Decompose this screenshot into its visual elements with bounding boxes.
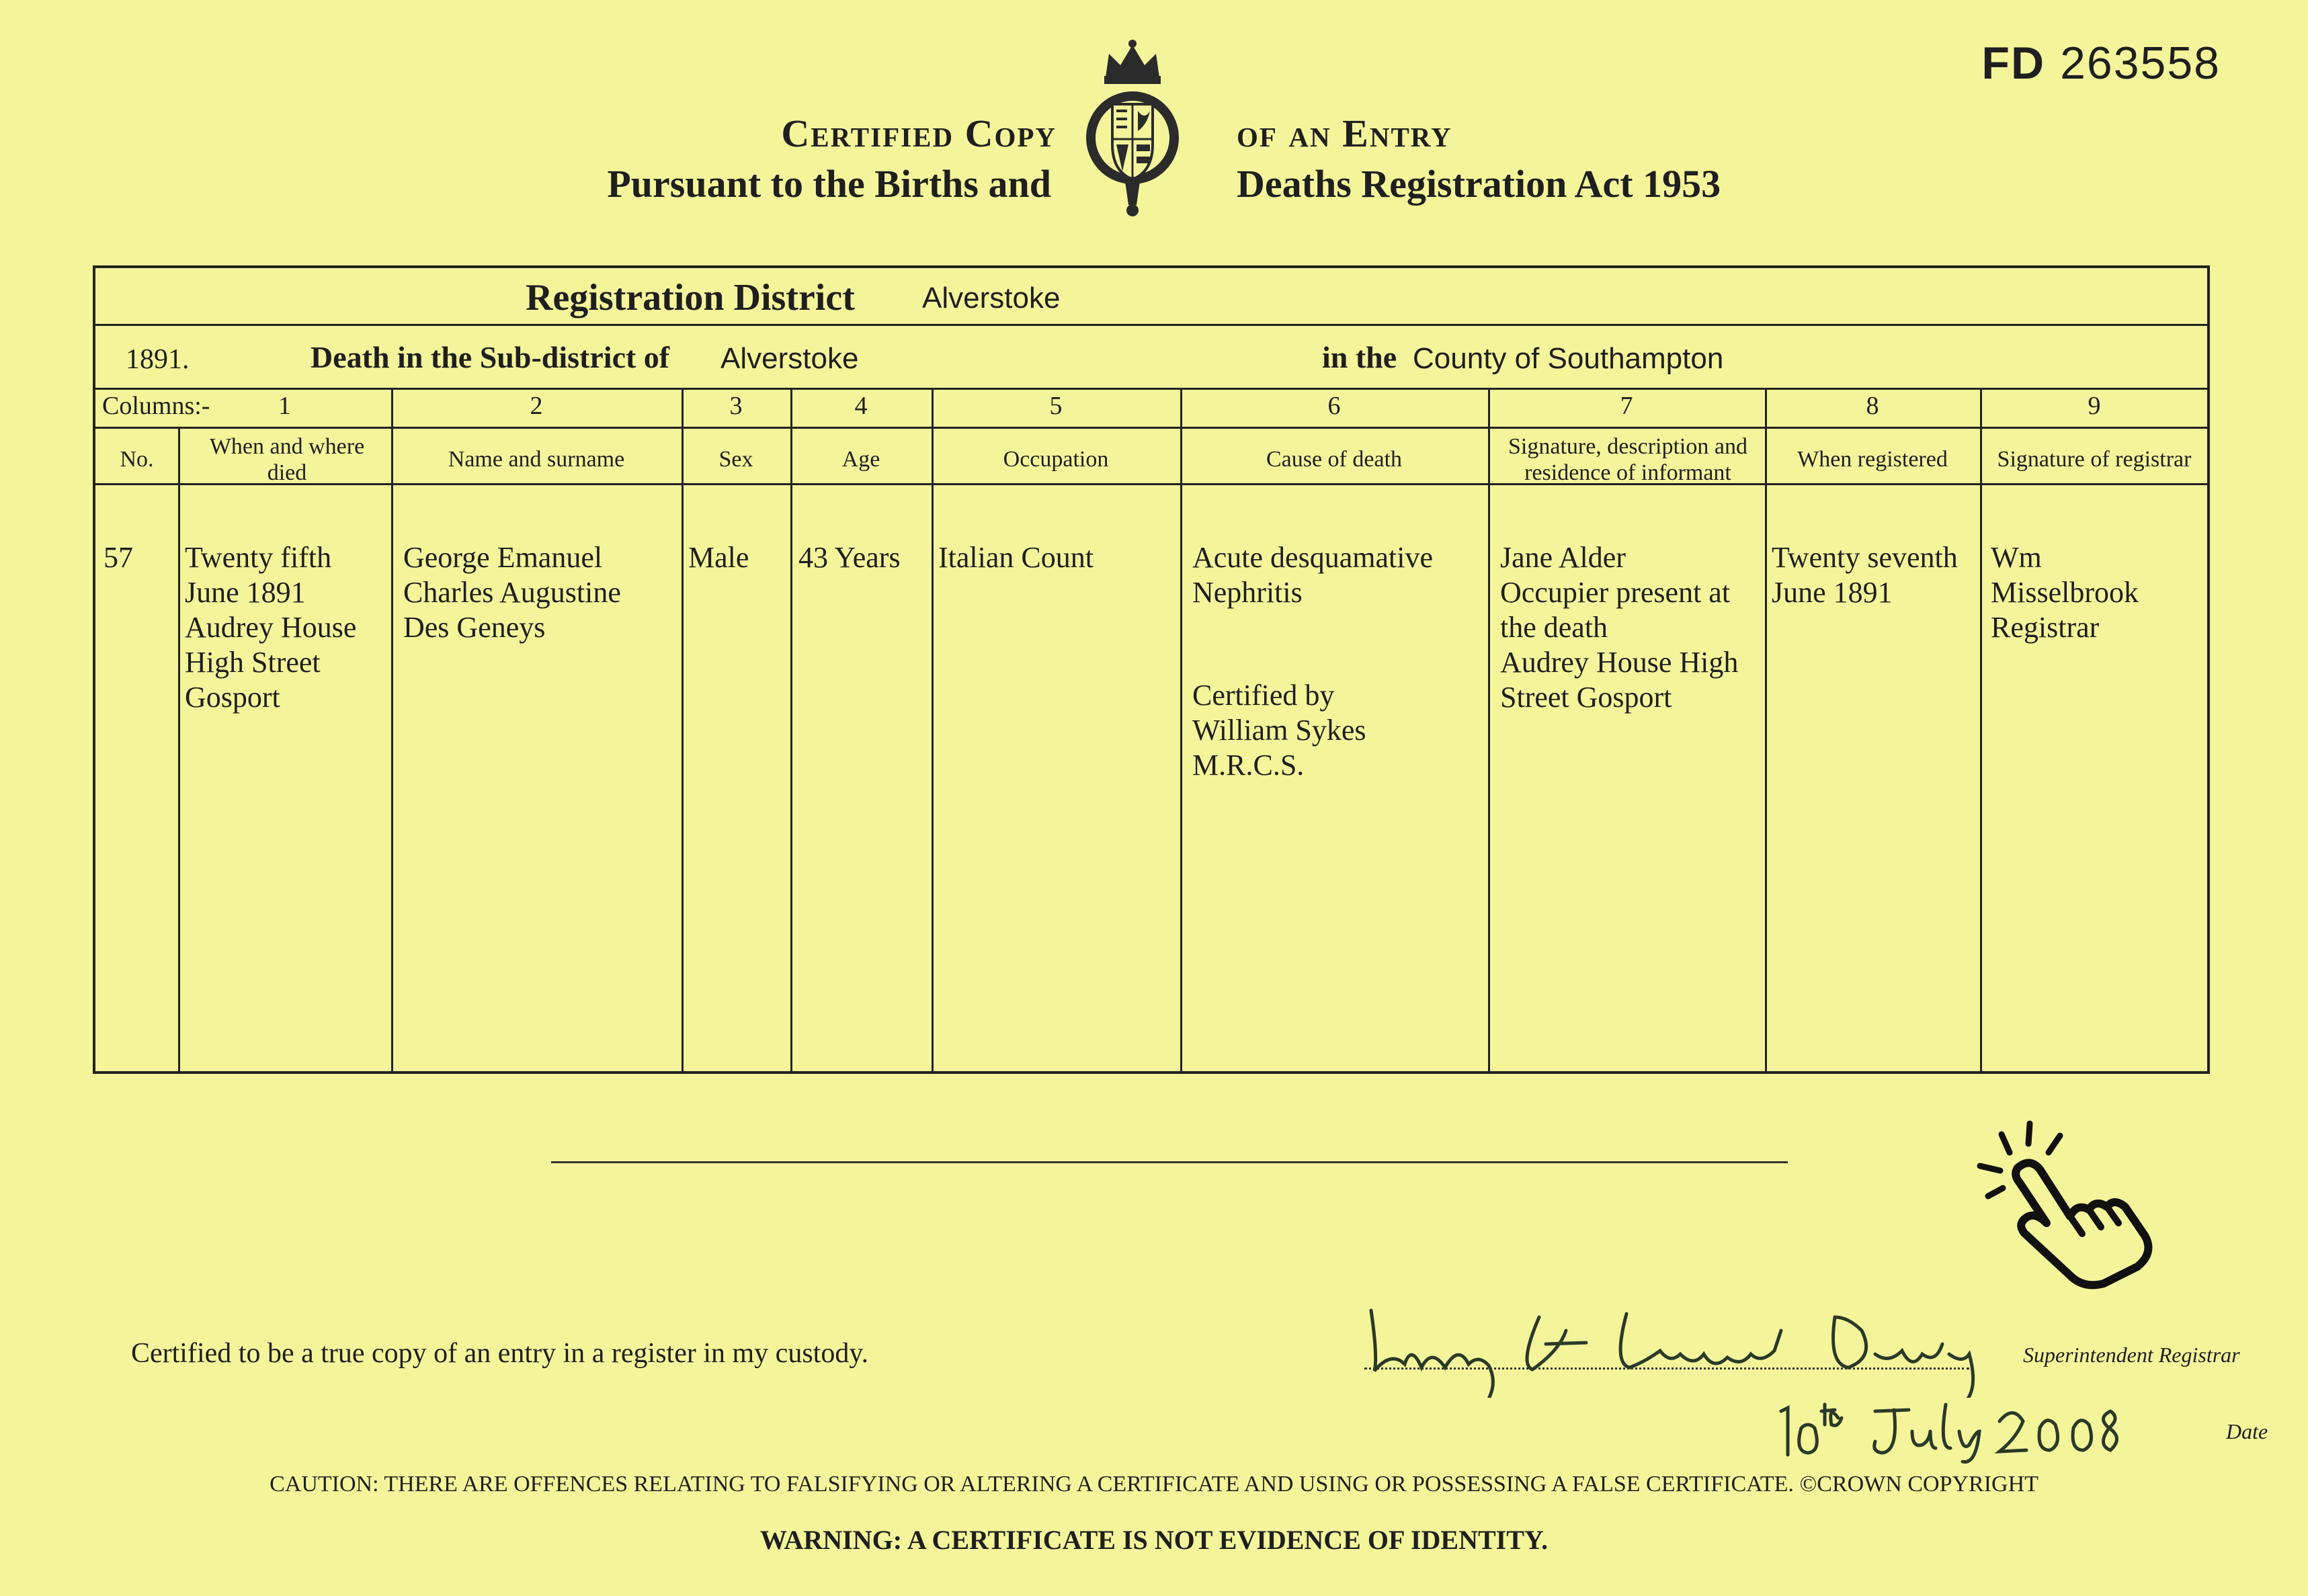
entry-occupation: Italian Count (938, 541, 1094, 574)
blank-signature-rule (551, 1161, 1788, 1163)
certificate-serial-number (1981, 37, 2221, 89)
hand-pointer-click-icon (1969, 1116, 2184, 1290)
superintendent-registrar-label: Superintendent Registrar (2023, 1343, 2240, 1367)
column-number: 7 (1620, 392, 1633, 420)
subdistrict-label: Death in the Sub-district of (311, 340, 670, 374)
title-act: Deaths Registration Act 1953 (1237, 162, 1721, 206)
entry-sex: Male (688, 541, 749, 574)
column-header-informant: Signature, description and residence of informant (1508, 433, 1747, 485)
county-value: County of Southampton (1413, 342, 1724, 375)
entry-year: 1891. (126, 344, 190, 375)
column-number: 8 (1866, 392, 1879, 420)
entry-when-registered: Twenty seventh June 1891 (1772, 541, 1958, 609)
entry-name: George Emanuel Charles Augustine Des Geneys (403, 541, 621, 644)
date-label: Date (2226, 1419, 2268, 1443)
column-header-occupation: Occupation (1003, 447, 1109, 472)
entry-number: 57 (104, 541, 133, 574)
title-of-an-entry: of an Entry (1237, 112, 1452, 155)
entry-registrar: Wm Misselbrook Registrar (1991, 541, 2139, 644)
column-header-cause: Cause of death (1266, 447, 1403, 472)
royal-coat-of-arms-icon (1085, 37, 1180, 218)
handwritten-date (1774, 1391, 2124, 1465)
column-header-when-registered: When registered (1797, 447, 1948, 472)
title-pursuant: Pursuant to the Births and (607, 162, 1051, 206)
column-number: 5 (1049, 392, 1063, 420)
county-label: in the (1322, 340, 1397, 374)
subdistrict-value: Alverstoke (720, 342, 859, 375)
entry-age: 43 Years (798, 541, 901, 574)
column-header-name: Name and surname (448, 447, 625, 472)
title-certified-copy: Certified Copy (781, 112, 1057, 155)
serial-digits: 263558 (2060, 38, 2221, 89)
caution-notice: CAUTION: THERE ARE OFFENCES RELATING TO FALSIFYING OR ALTERING A CERTIFICATE AND USING OR POSSESSING A FALSE CERTIFICATE. ©CROWN COPYRIGHT (270, 1472, 2038, 1497)
registration-entry-table (93, 265, 2210, 1074)
column-number: 2 (530, 392, 543, 420)
column-header-when-where: When and where died (209, 433, 365, 485)
column-header-registrar: Signature of registrar (1997, 447, 2192, 472)
handwritten-signature (1364, 1290, 2010, 1398)
serial-prefix: FD (1981, 38, 2046, 89)
column-header-no: No. (120, 447, 154, 472)
columns-label: Columns:- (102, 392, 210, 420)
entry-informant: Jane Alder Occupier present at the death Audrey House High Street Gosport (1500, 541, 1739, 714)
identity-warning: WARNING: A CERTIFICATE IS NOT EVIDENCE OF IDENTITY. (759, 1525, 1549, 1555)
column-number: 6 (1327, 392, 1341, 420)
column-number: 1 (278, 392, 291, 420)
certified-true-copy-text: Certified to be a true copy of an entry in a register in my custody. (131, 1338, 869, 1369)
column-number: 4 (854, 392, 868, 420)
column-header-sex: Sex (718, 447, 753, 472)
column-number: 9 (2088, 392, 2101, 420)
registration-district-label: Registration District (526, 277, 855, 319)
entry-when-where: Twenty fifth June 1891 Audrey House High Street Gosport (185, 541, 357, 714)
registration-district-value: Alverstoke (922, 282, 1061, 314)
column-header-age: Age (841, 447, 880, 472)
column-number: 3 (729, 392, 743, 420)
entry-certified-by: Certified by William Sykes M.R.C.S. (1192, 679, 1366, 782)
entry-cause: Acute desquamative Nephritis (1192, 541, 1433, 609)
